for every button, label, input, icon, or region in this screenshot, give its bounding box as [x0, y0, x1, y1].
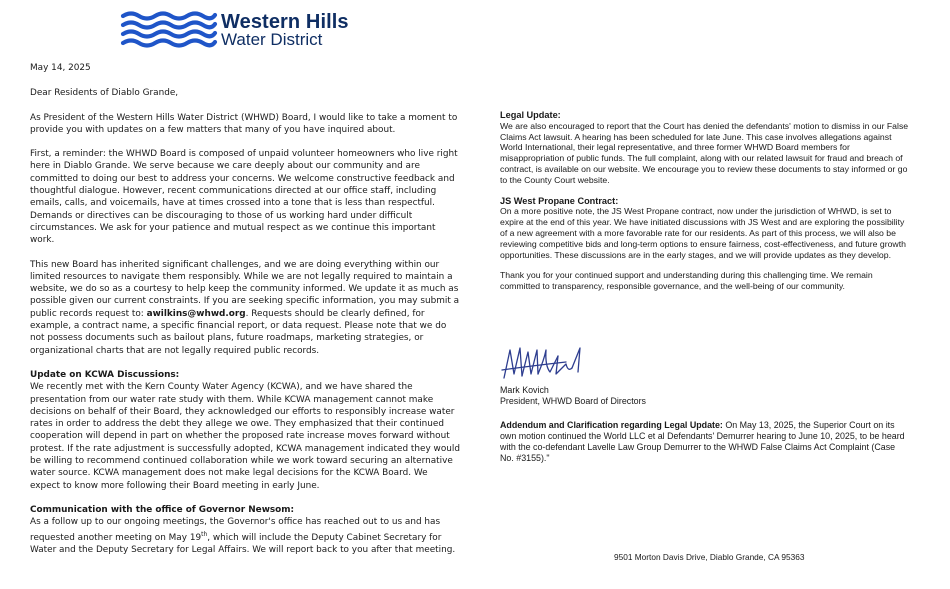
org-name: Western Hills [221, 11, 349, 33]
board-paragraph [30, 259, 460, 357]
kcwa-paragraph: We recently met with the Kern County Water Agency (KCWA), and we have shared the presentation from our water rate study with them. While KCWA management cannot make decisions on behalf of their Board, they acknowledged our efforts to responsibly increase water rates in order to address the debt they allege we owe. They emphasized that their continued cooperation will depend in part on whether the proposed rate increase moves forward without protest. If the rate adjustment is successfully adopted, KCWA management indicated they would be willing to recommend continued collaboration while we work toward securing an alternative water source. KCWA management does not make legal decisions for the KCWA Board. We expect to know more following their Board meeting in early June. [30, 382, 460, 491]
addendum-text: On May 13, 2025, the Superior Court on its own motion continued the World LLC et al Defendants' Demurrer hearing to June 10, 2025, to be heard with the co-defendant Lavelle Law Group Demurrer to the WHWD False Claims Act Complaint (Case No. #3155)." [500, 420, 905, 463]
intro-paragraph: As President of the Western Hills Water District (WHWD) Board, I would like to take a moment to provide you with updates on a few matters that many of you have inquired about. [30, 112, 458, 135]
signer-name: Mark Kovich [500, 385, 549, 395]
left-column [30, 62, 460, 556]
governor-paragraph [30, 516, 460, 556]
board-text-start: This new Board has inherited significant challenges, and we are doing everything within our limited resources to navigate them responsibly. While we are not legally required to maintain a website, we do so as a courtesy to help keep the community informed. We update it as much as possible given our current constraints. If you are seeking specific information, you may submit a public records request to: [30, 259, 460, 319]
reminder-paragraph: First, a reminder: the WHWD Board is composed of unpaid volunteer homeowners who live right here in Diablo Grande. We serve because we care deeply about our community and are committed to doing our best to address your concerns. We welcome constructive feedback and thoughtful dialogue. However, recent communications directed at our office staff, including emails, calls, and voicemails, have at times crossed into a tone that is less than respectful. Demands or directives can be discouraging to those of us working hard under difficult circumstances. We ask for your patience and mutual respect as we continue this important work. [30, 149, 458, 246]
signer-title: President, WHWD Board of Directors [500, 396, 646, 406]
governor-text-end: , which will include the Deputy Cabinet Secretary for Water and the Deputy Secretary for Legal Affairs. We will report back to you after that meeting. [30, 532, 456, 555]
right-column [500, 110, 910, 292]
ordinal-suffix: th [201, 530, 208, 538]
footer-address: 9501 Morton Davis Drive, Diablo Grande, CA 95363 [614, 552, 805, 562]
legal-heading: Legal Update: [500, 110, 561, 120]
kcwa-heading: Update on KCWA Discussions: [30, 369, 180, 380]
waves-icon [120, 10, 218, 48]
district-logo [120, 10, 360, 50]
letter-date: May 14, 2025 [30, 63, 91, 73]
handwritten-signature [500, 344, 590, 386]
org-subtitle: Water District [221, 30, 323, 49]
governor-heading: Communication with the office of Governor Newsom: [30, 504, 295, 515]
signer-block [500, 385, 800, 407]
addendum [500, 420, 910, 464]
propane-paragraph: On a more positive note, the JS West Propane contract, now under the jurisdiction of WHWD, is set to expire at the end of this year. We have initiated discussions with JS West and are exploring the possibility of a new agreement with a more favorable rate for our residents. As part of this process, we will also be reviewing competitive bids and long-term options to ensure fairness, cost-effectiveness, and future growth opportunities. These discussions are in the early stages, and we will provide updates as they develop. [500, 206, 906, 260]
board-text-end: . Requests should be clearly defined, for example, a contract name, a specific financial report, or data request. Please note that we do not possess documents such as bailout plans, future roadmaps, marketing strategies, or organizational charts that are not legally required public records. [30, 308, 447, 356]
salutation: Dear Residents of Diablo Grande, [30, 88, 179, 99]
governor-text-start: As a follow up to our ongoing meetings, the Governor's office has reached out to us and has requested another meeting on May 19 [30, 517, 441, 543]
propane-heading: JS West Propane Contract: [500, 195, 619, 206]
legal-paragraph: We are also encouraged to report that the Court has denied the defendants' motion to dismiss in our False Claims Act lawsuit. A hearing has been scheduled for late June. This case involves allegations against World International, their legal representative, and three former WHWD Board members for misappropriation of public funds. The full complaint, along with our related lawsuit for fraud and breach of contract, is available on our website. We encourage you to review these documents to stay informed or go to the County Court website. [500, 120, 909, 185]
closing-paragraph: Thank you for your continued support and understanding during this challenging time. We remain committed to transparency, responsible governance, and the well-being of our community. [500, 270, 873, 292]
records-email-link[interactable]: awilkins@whwd.org [146, 308, 246, 319]
addendum-heading: Addendum and Clarification regarding Legal Update: [500, 420, 723, 430]
